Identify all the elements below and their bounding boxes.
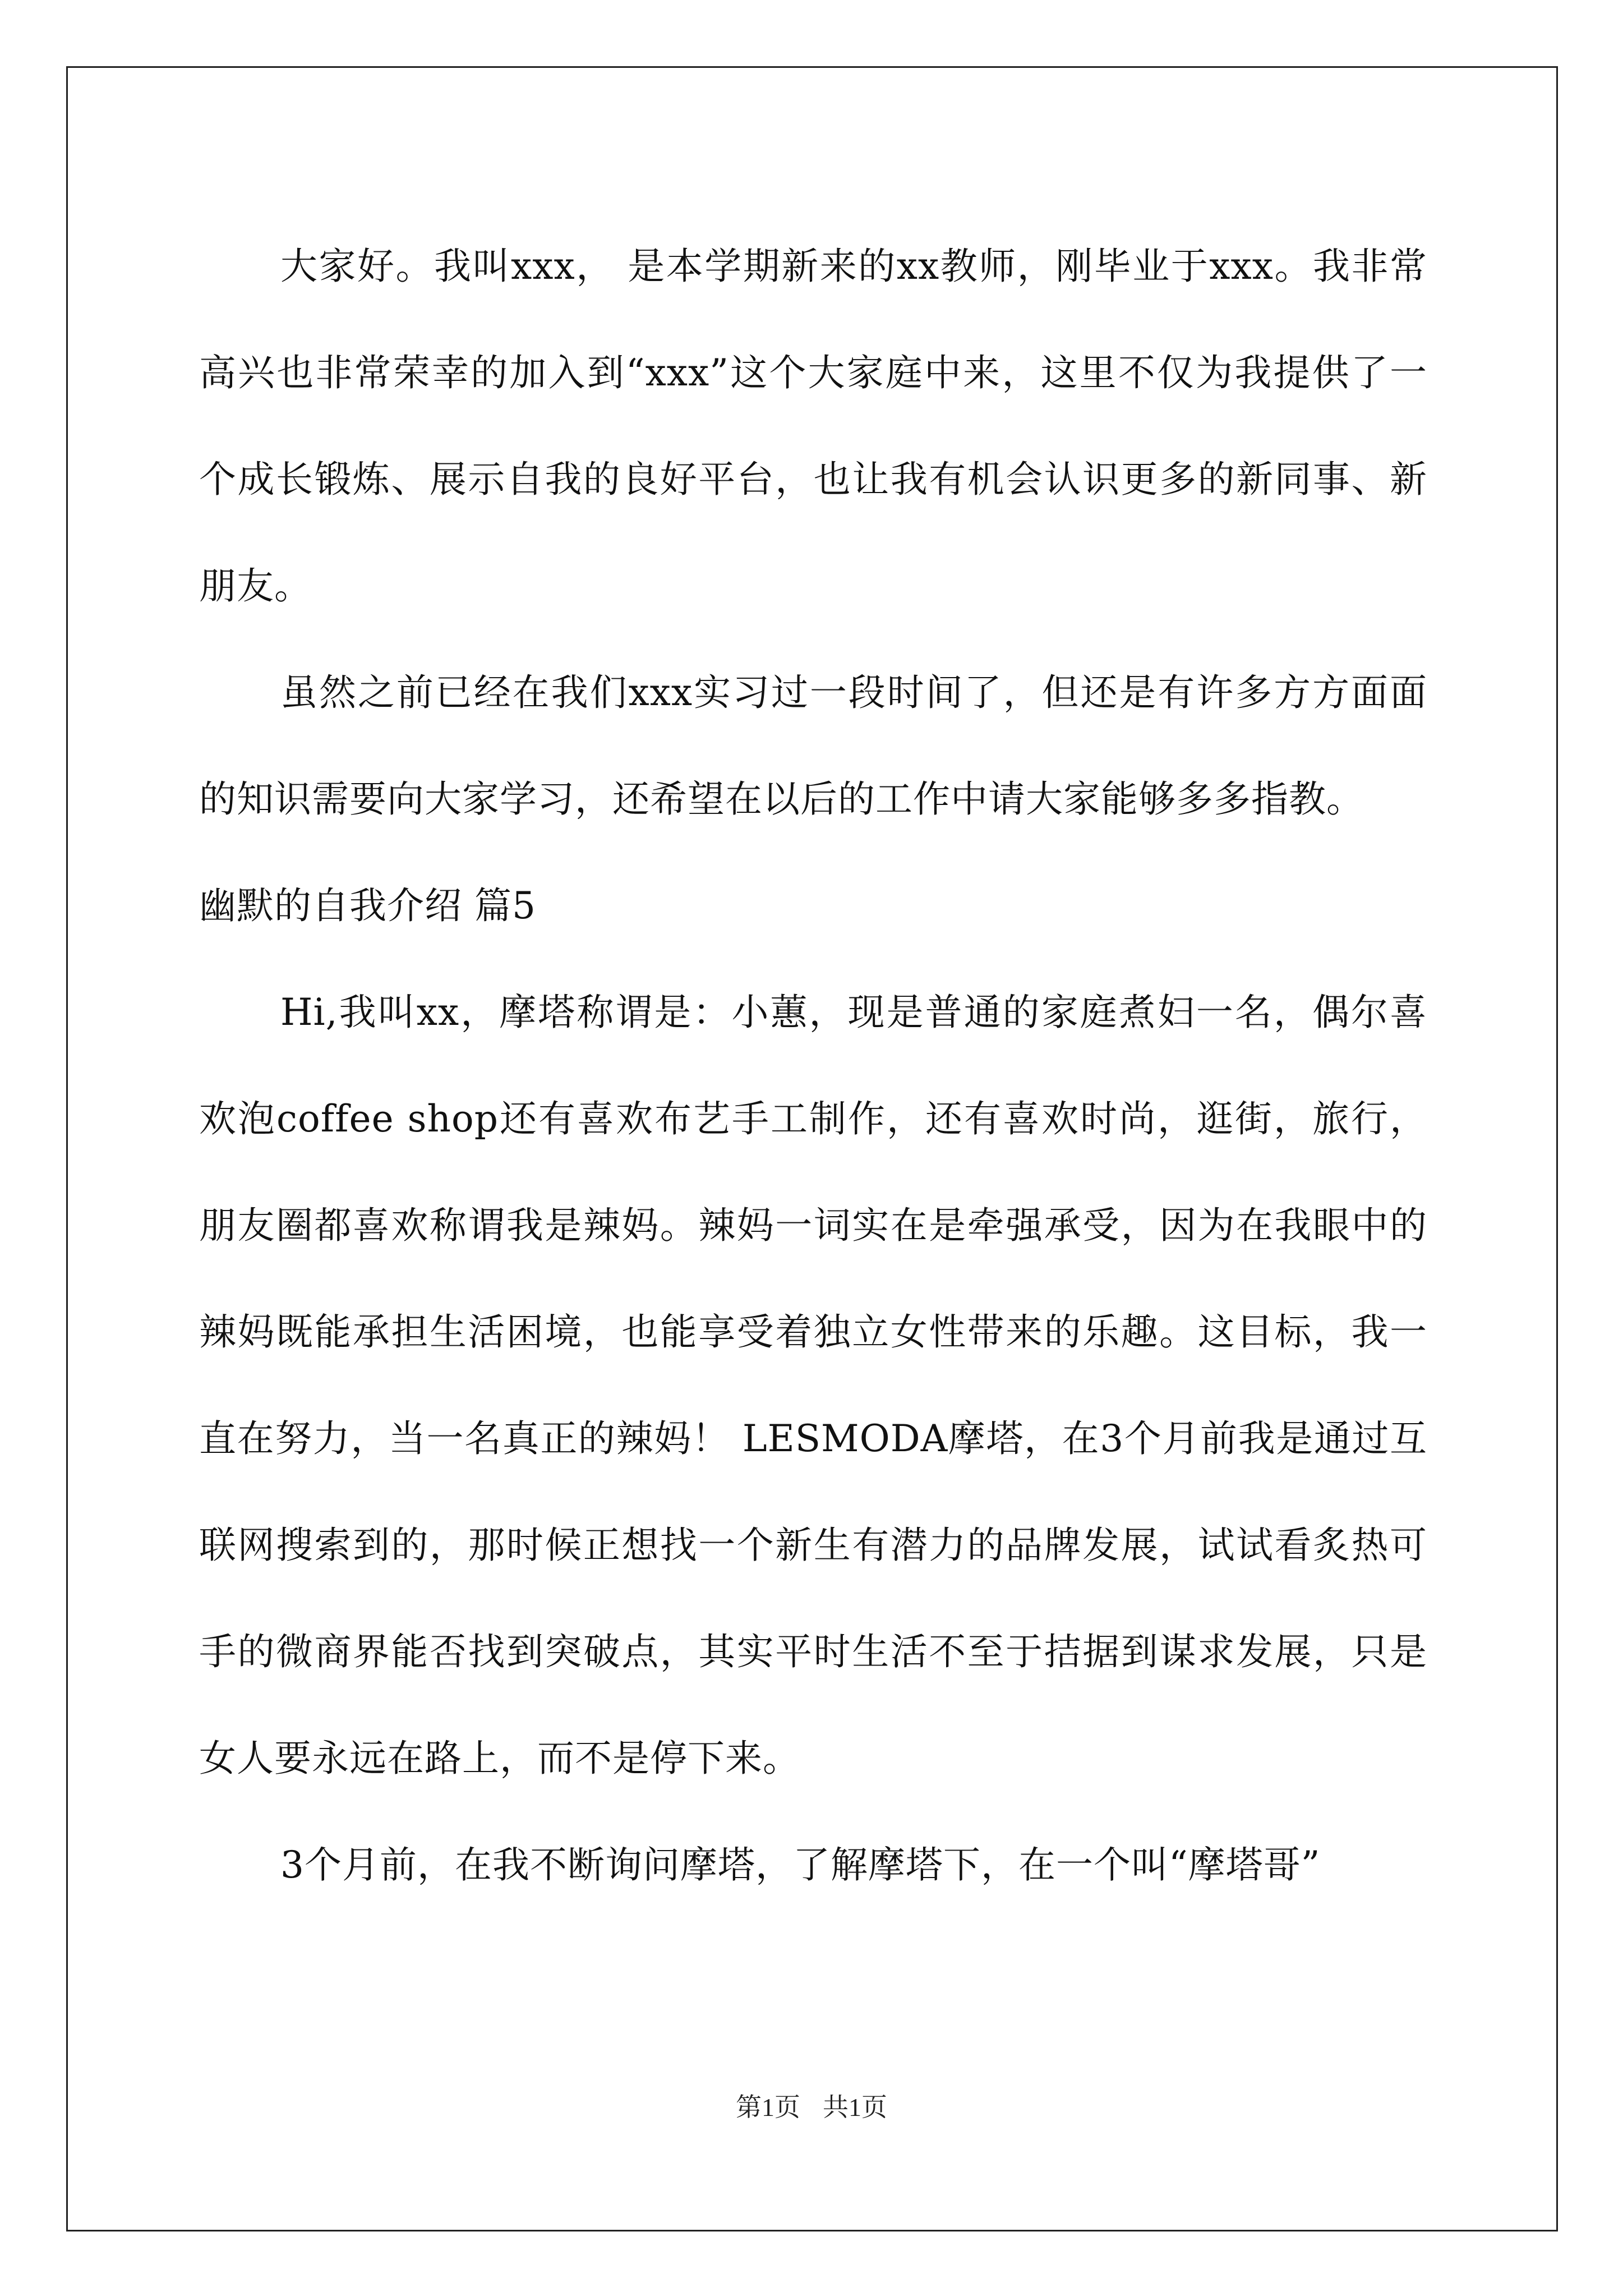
paragraph-hi: Hi,我叫xx，摩塔称谓是：小蕙，现是普通的家庭煮妇一名，偶尔喜欢泡coffee shop还有喜欢布艺手工制作，还有喜欢时尚，逛街，旅行，朋友圈都喜欢称谓我是辣妈。辣妈一词实在是牵强承受，因为在我眼中的辣妈既能承担生活困境，也能享受着独立女性带来的乐趣。这目标，我一直在努力，当一名真正的辣妈！ LESMODA摩塔，在3个月前我是通过互联网搜索到的，那时候正想找一个新生有潜力的品牌发展，试试看炙热可手的微商界能否找到突破点，其实平时生活不至于拮据到谋求发展，只是女人要永远在路上，而不是停下来。: [199, 991, 1427, 1780]
page-footer: [0, 2087, 1623, 2124]
document-body: [199, 213, 1427, 1918]
paragraph-learning: 虽然之前已经在我们xxx实习过一段时间了，但还是有许多方方面面的知识需要向大家学习，还希望在以后的工作中请大家能够多多指教。: [199, 671, 1427, 821]
page-total: 共1页: [823, 2093, 887, 2122]
page-number: 第1页: [736, 2093, 800, 2122]
section-heading: 幽默的自我介绍 篇5: [199, 884, 536, 927]
paragraph-intro: 大家好。我叫xxx， 是本学期新来的xx教师，刚毕业于xxx。我非常高兴也非常荣幸的加入到“xxx”这个大家庭中来，这里不仅为我提供了一个成长锻炼、展示自我的良好平台，也让我有机会认识更多的新同事、新朋友。: [199, 245, 1427, 608]
paragraph-three-months: 3个月前，在我不断询问摩塔，了解摩塔下，在一个叫“摩塔哥”: [280, 1843, 1321, 1887]
